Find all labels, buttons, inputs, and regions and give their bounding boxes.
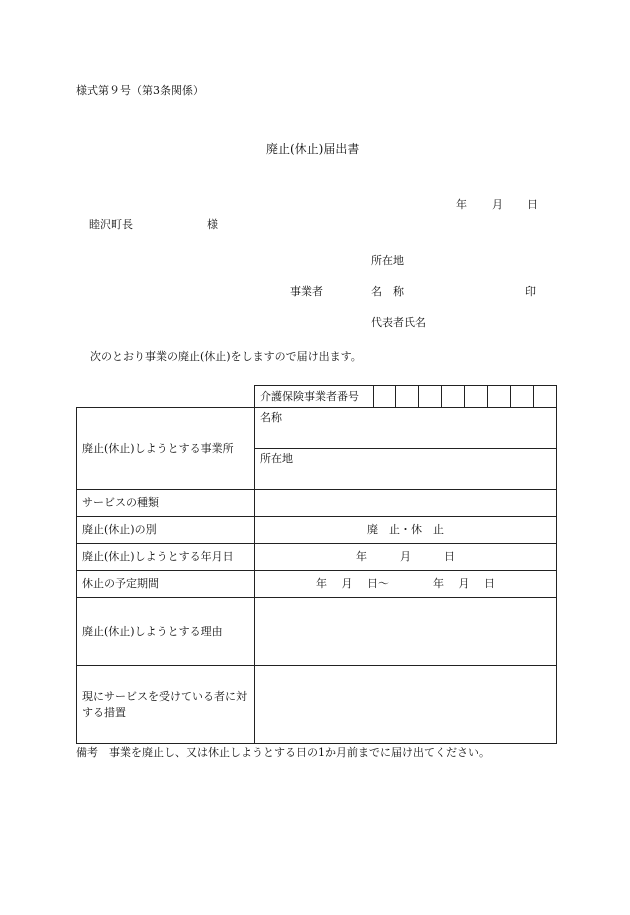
applicant-label: 事業者 [290,285,323,298]
blank-cell [77,386,255,408]
office-address-label: 所在地 [260,452,293,465]
form-number: 様式第９号（第3条関係） [76,84,204,97]
provider-number-digit[interactable] [511,386,534,408]
provider-number-digit[interactable] [396,386,419,408]
measures-label: 現にサービスを受けている者に対する措置 [77,666,255,744]
provider-number-label: 介護保険事業者番号 [255,386,374,408]
office-address-field[interactable] [255,449,557,490]
note: 備考 事業を廃止し、又は休止しようとする日の1か月前までに届け出てください。 [76,746,490,759]
office-name-field[interactable] [255,408,557,449]
date-label: 廃止(休止)しようとする年月日 [77,544,255,571]
date-value[interactable]: 年 月 日 [255,544,557,571]
period-row [77,571,557,598]
period-label: 休止の予定期間 [77,571,255,598]
office-name-label: 名称 [260,411,282,424]
provider-number-digit[interactable] [488,386,511,408]
service-type-label: サービスの種類 [77,490,255,517]
service-type-field[interactable] [255,490,557,517]
applicant-name-label: 名 称 [371,285,404,298]
provider-number-digit[interactable] [374,386,396,408]
measures-row [77,666,557,744]
category-row [77,517,557,544]
addressee-name: 睦沢町長 [89,218,133,231]
provider-number-digit[interactable] [465,386,488,408]
service-type-row [77,490,557,517]
provider-number-digit[interactable] [442,386,465,408]
applicant-rep-label: 代表者氏名 [371,316,426,329]
provider-number-digit[interactable] [419,386,442,408]
seal-mark [525,285,536,299]
measures-field[interactable] [255,666,557,744]
category-label: 廃止(休止)の別 [77,517,255,544]
reason-row [77,598,557,666]
reason-field[interactable] [255,598,557,666]
notification-table [76,385,557,744]
date-day: 日 [527,198,538,211]
statement: 次のとおり事業の廃止(休止)をしますので届け出ます。 [90,350,362,363]
date-month: 月 [492,198,503,211]
provider-number-digit[interactable] [534,386,557,408]
seal-label: 印 [525,285,536,298]
addressee-honorific: 様 [207,218,218,231]
provider-number-row [77,386,557,408]
office-name-row [77,408,557,449]
date-row [77,544,557,571]
applicant-address-label: 所在地 [371,254,404,267]
document-title: 廃止(休止)届出書 [266,142,360,156]
office-label: 廃止(休止)しようとする事業所 [77,408,255,490]
reason-label: 廃止(休止)しようとする理由 [77,598,255,666]
date-year: 年 [456,198,467,211]
period-value[interactable]: 年 月 日～ 年 月 日 [255,571,557,598]
category-value[interactable]: 廃 止・休 止 [255,517,557,544]
